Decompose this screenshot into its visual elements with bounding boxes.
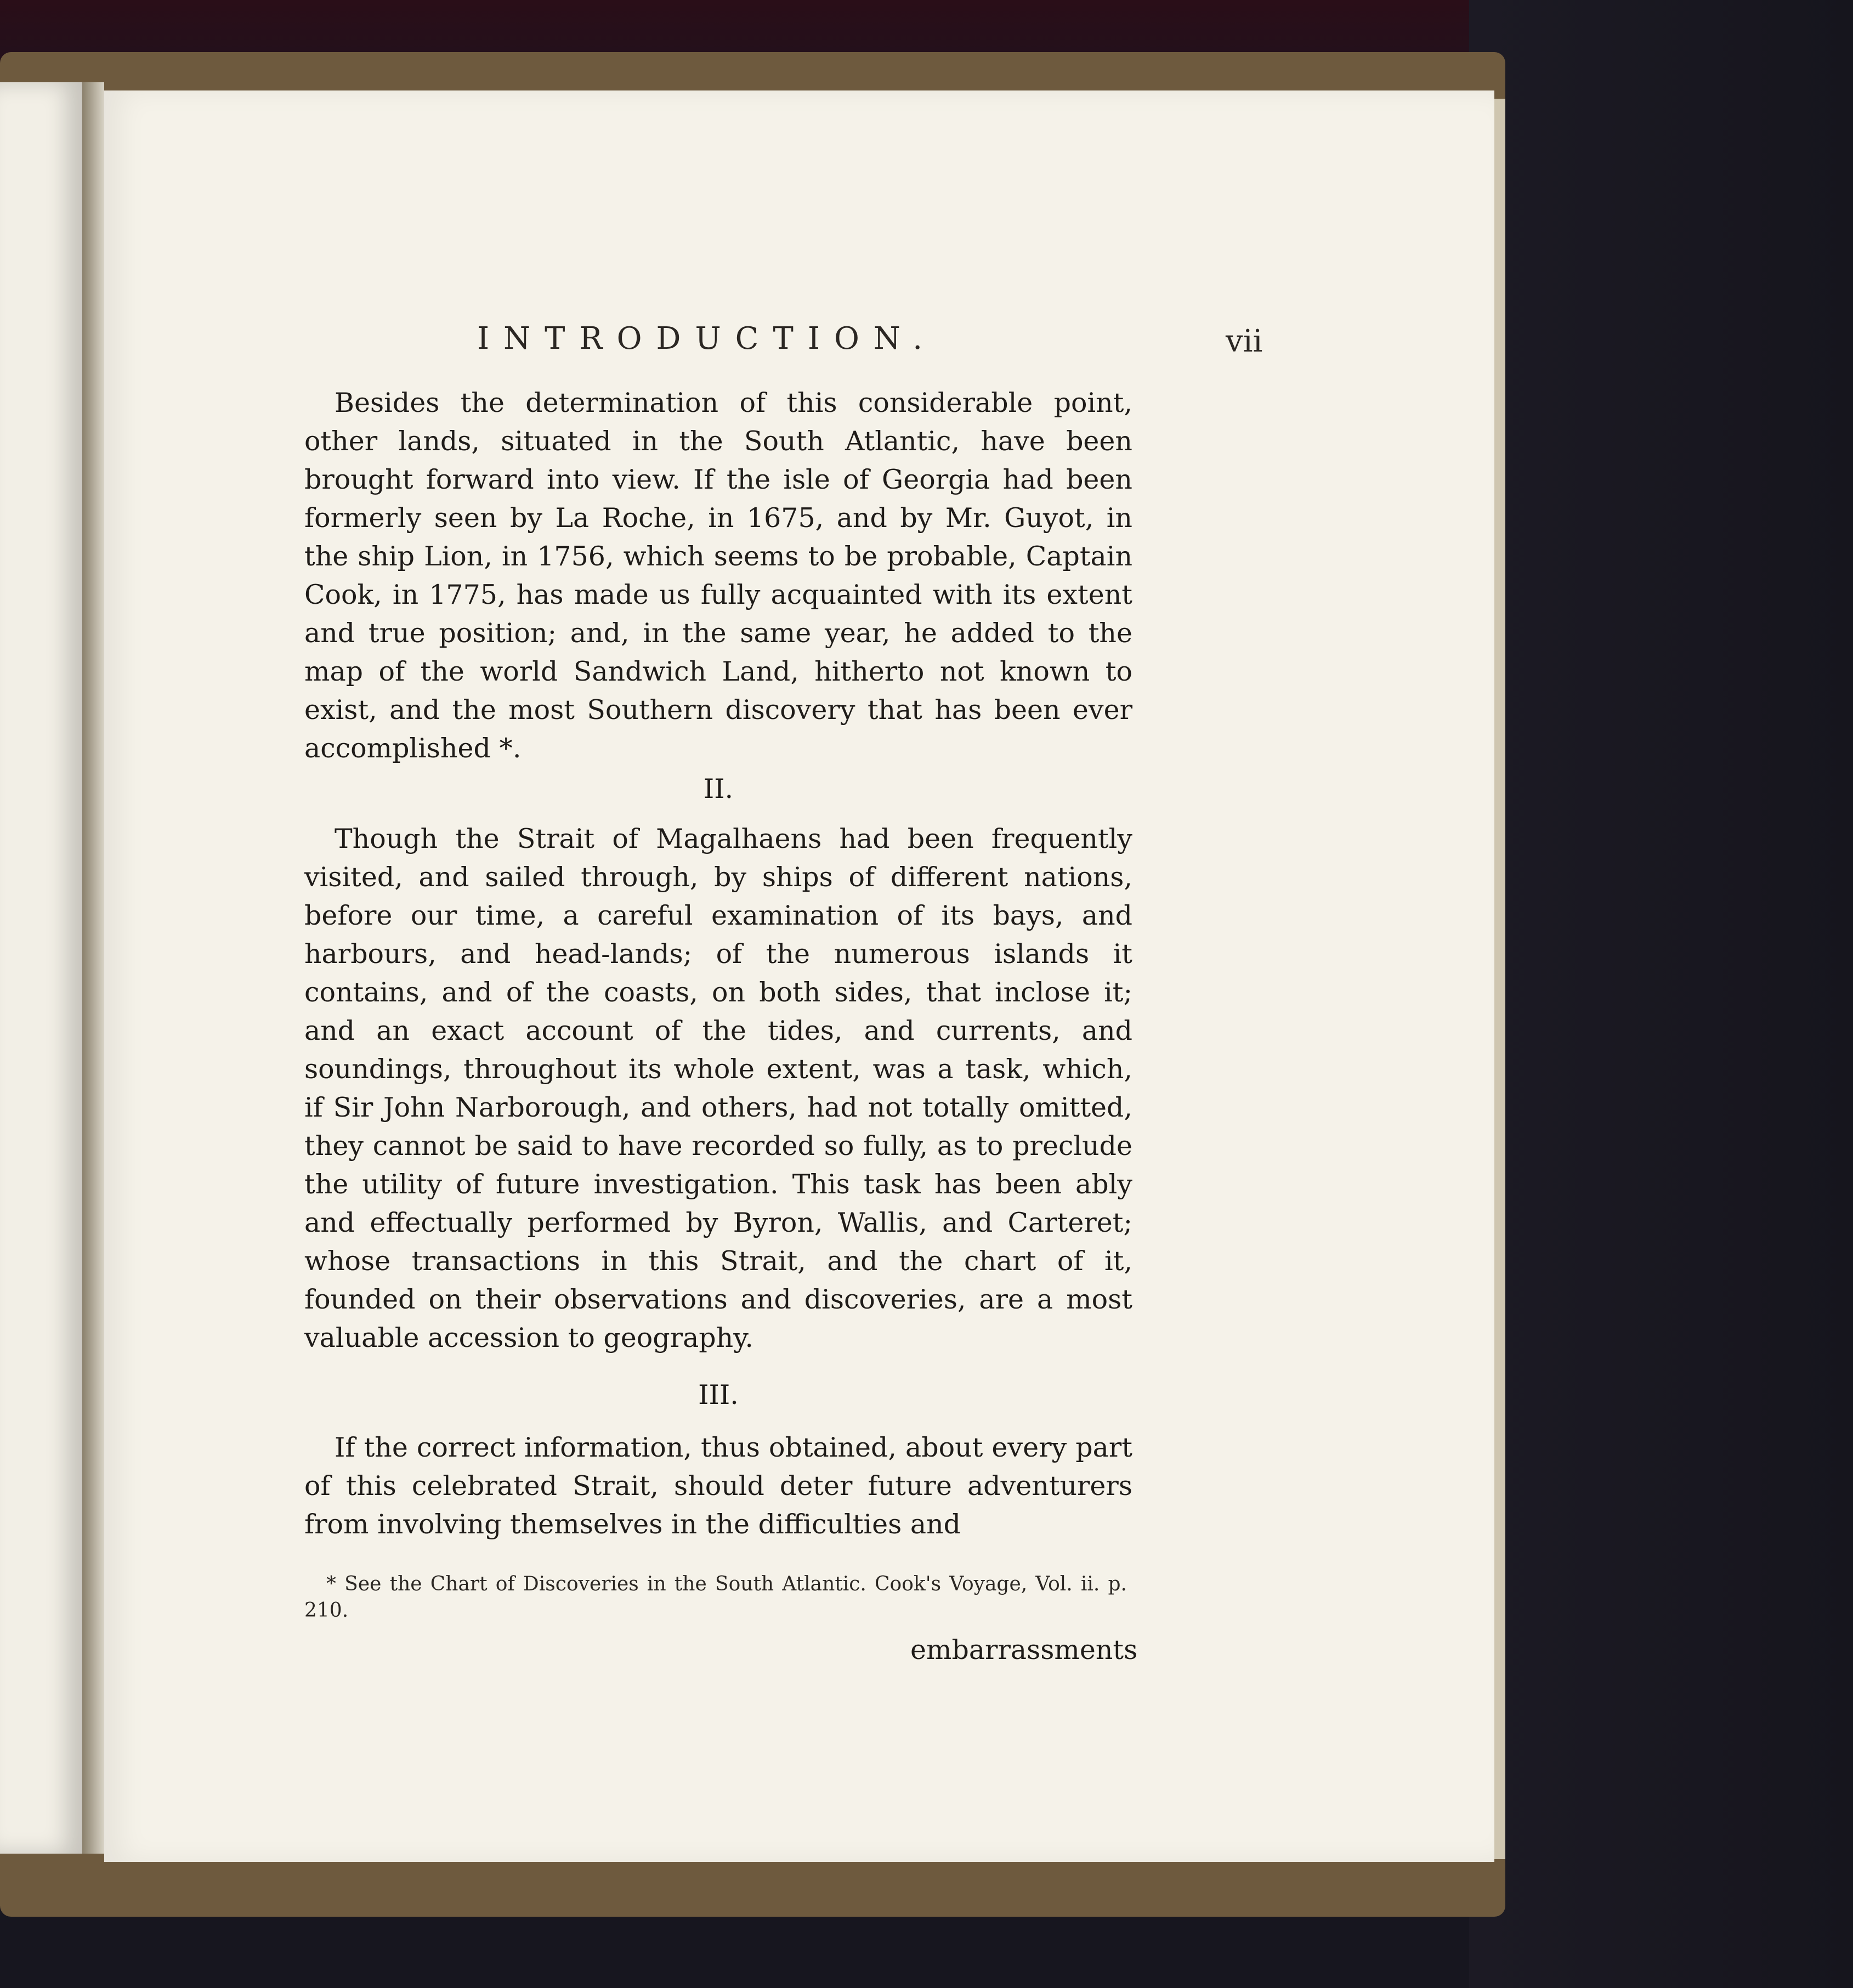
paragraph-besides: Besides the determination of this considerable point, other lands, situated in the South Atlantic, have been brought forward into view. If the isle of Georgia had been formerly seen by La Roche, in 1675, and by Mr. Guyot, in the ship Lion, in 1756, which seems to be probable, Captain Cook, in 1775, has made us fully acquainted with its extent and true position; and, in the same year, he added to the map of the world Sandwich Land, hitherto not known to exist, and the most Southern discovery that has been ever accomplished *. (304, 387, 1132, 764)
book-gutter (82, 82, 104, 1854)
running-head: INTRODUCTION. (477, 321, 937, 356)
paragraph-correct-information: If the correct information, thus obtained, about every part of this celebrated Strait, should deter future adventurers from involving themselves in the difficulties and (304, 1432, 1132, 1540)
page-fore-edge (1494, 99, 1505, 1859)
left-page-edge (0, 82, 82, 1854)
catchword: embarrassments (910, 1634, 1138, 1666)
footnote: * See the Chart of Discoveries in the South Atlantic. Cook's Voyage, Vol. ii. p. 210. (304, 1573, 1127, 1622)
section-number-ii: II. (703, 773, 734, 805)
page-number: vii (1226, 324, 1263, 359)
section-number-iii: III. (698, 1379, 739, 1411)
background-right (1469, 0, 1853, 1988)
paragraph-strait: Though the Strait of Magalhaens had been frequently visited, and sailed through, by ships of different nations, before our time, a careful examination of its bays, and harbours, and head-lands; of the numerous islands it contains, and of the coasts, on both sides, that inclose it; and an exact account of the tides, and currents, and soundings, throughout its whole extent, was a task, which, if Sir John Narborough, and others, had not totally omitted, they cannot be said to have recorded so fully, as to preclude the utility of future investigation. This task has been ably and effectually performed by Byron, Wallis, and Carteret; whose transactions in this Strait, and the chart of it, founded on their observations and discoveries, are a most valuable accession to geography. (304, 823, 1132, 1353)
